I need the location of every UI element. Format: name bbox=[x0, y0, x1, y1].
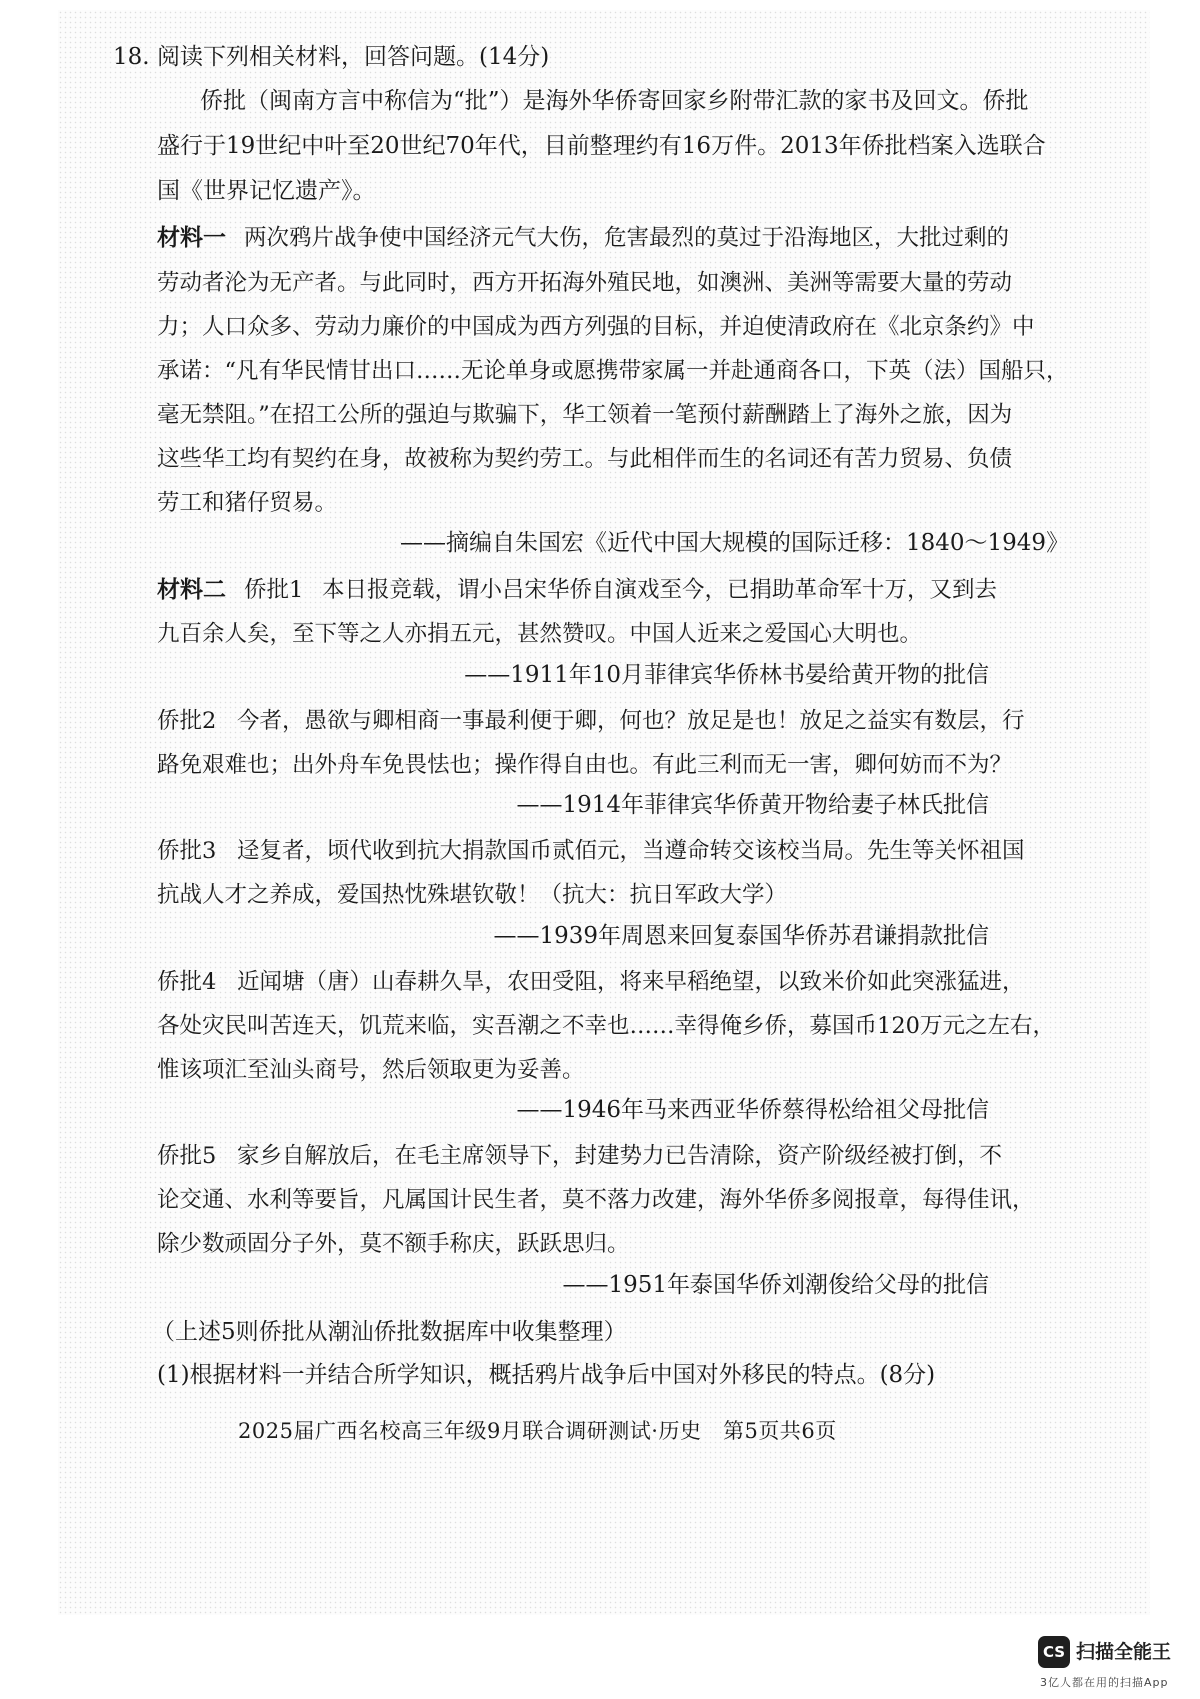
letter-line: 论交通、水利等要旨，凡属国计民生者，莫不落力改建，海外华侨多阅报章，每得佳讯， bbox=[157, 1187, 1035, 1213]
material1-line: 两次鸦片战争使中国经济元气大伤，危害最烈的莫过于沿海地区，大批过剩的 bbox=[244, 225, 1010, 251]
letter-source: ——1946年马来西亚华侨蔡得松给祖父母批信 bbox=[516, 1097, 989, 1123]
page-footer: 2025届广西名校高三年级9月联合调研测试·历史 第5页共6页 bbox=[238, 1419, 837, 1443]
scanner-logo-icon: CS bbox=[1038, 1636, 1070, 1668]
letter-line: 迳复者，顷代收到抗大捐款国币贰佰元，当遵命转交该校当局。先生等关怀祖国 bbox=[237, 838, 1025, 864]
scanner-watermark bbox=[1038, 1634, 1188, 1694]
letter-line: 路免艰难也；出外舟车免畏怯也；操作得自由也。有此三利而无一害，卿何妨而不为？ bbox=[157, 752, 1013, 778]
letter-line: 本日报竞载，谓小吕宋华侨自演戏至今，已捐助革命军十万，又到去 bbox=[322, 577, 998, 603]
intro-line: 国《世界记忆遗产》。 bbox=[157, 178, 376, 204]
letter-source: ——1951年泰国华侨刘潮俊给父母的批信 bbox=[562, 1272, 989, 1298]
letter-source: ——1914年菲律宾华侨黄开物给妻子林氏批信 bbox=[516, 792, 989, 818]
letter-label: 侨批5 bbox=[157, 1143, 217, 1169]
scanner-app-name: 扫描全能王 bbox=[1076, 1641, 1172, 1663]
sub-question: (1)根据材料一并结合所学知识，概括鸦片战争后中国对外移民的特点。(8分) bbox=[157, 1362, 936, 1388]
letter-label: 侨批2 bbox=[157, 708, 217, 734]
letter-label: 侨批4 bbox=[157, 969, 217, 995]
letter-line: 今者，愚欲与卿相商一事最利便于卿，何也？放足是也！放足之益实有数层，行 bbox=[237, 708, 1025, 734]
letter-line: 各处灾民叫苦连天，饥荒来临，实吾潮之不幸也……幸得俺乡侨，募国币120万元之左右， bbox=[157, 1013, 1055, 1039]
material1-line: 这些华工均有契约在身，故被称为契约劳工。与此相伴而生的名词还有苦力贸易、负债 bbox=[157, 446, 1013, 472]
letter-source: ——1911年10月菲律宾华侨林书晏给黄开物的批信 bbox=[464, 662, 989, 688]
material1-line: 劳动者沦为无产者。与此同时，西方开拓海外殖民地，如澳洲、美洲等需要大量的劳动 bbox=[157, 270, 1013, 296]
letter-line: 除少数顽固分子外，莫不额手称庆，跃跃思归。 bbox=[157, 1231, 630, 1257]
material1-line: 力；人口众多、劳动力廉价的中国成为西方列强的目标，并迫使清政府在《北京条约》中 bbox=[157, 314, 1035, 340]
material2-label: 材料二 bbox=[157, 576, 226, 603]
material1-label: 材料一 bbox=[157, 224, 226, 251]
material2-note: （上述5则侨批从潮汕侨批数据库中收集整理） bbox=[152, 1319, 627, 1345]
question-prompt: 阅读下列相关材料，回答问题。(14分) bbox=[157, 44, 550, 70]
material1-source: ——摘编自朱国宏《近代中国大规模的国际迁移：1840～1949》 bbox=[400, 530, 1070, 556]
intro-line: 盛行于19世纪中叶至20世纪70年代，目前整理约有16万件。2013年侨批档案入选联合 bbox=[157, 133, 1046, 159]
material1-line: 毫无禁阻。”在招工公所的强迫与欺骗下，华工领着一笔预付薪酬踏上了海外之旅，因为 bbox=[157, 402, 1013, 428]
letter-line: 家乡自解放后，在毛主席领导下，封建势力已告清除，资产阶级经被打倒，不 bbox=[237, 1143, 1003, 1169]
letter-line: 九百余人矣，至下等之人亦捐五元，甚然赞叹。中国人近来之爱国心大明也。 bbox=[157, 621, 923, 647]
letter-source: ——1939年周恩来回复泰国华侨苏君谦捐款批信 bbox=[493, 923, 989, 949]
letter-label: 侨批3 bbox=[157, 838, 217, 864]
letter-label: 侨批1 bbox=[244, 577, 304, 603]
material1-line: 劳工和猪仔贸易。 bbox=[157, 490, 338, 516]
material1-line: 承诺：“凡有华民情甘出口……无论单身或愿携带家属一并赴通商各口，下英（法）国船只， bbox=[157, 358, 1069, 384]
letter-line: 惟该项汇至汕头商号，然后领取更为妥善。 bbox=[157, 1057, 585, 1083]
scanner-tagline: 3亿人都在用的扫描App bbox=[1040, 1676, 1169, 1689]
letter-line: 近闻塘（唐）山春耕久旱，农田受阻，将来早稻绝望，以致米价如此突涨猛进， bbox=[237, 969, 1025, 995]
letter-line: 抗战人才之养成，爱国热忱殊堪钦敬！（抗大：抗日军政大学） bbox=[157, 882, 788, 908]
question-number: 18. bbox=[113, 44, 150, 70]
intro-line: 侨批（闽南方言中称信为“批”）是海外华侨寄回家乡附带汇款的家书及回文。侨批 bbox=[200, 88, 1029, 114]
